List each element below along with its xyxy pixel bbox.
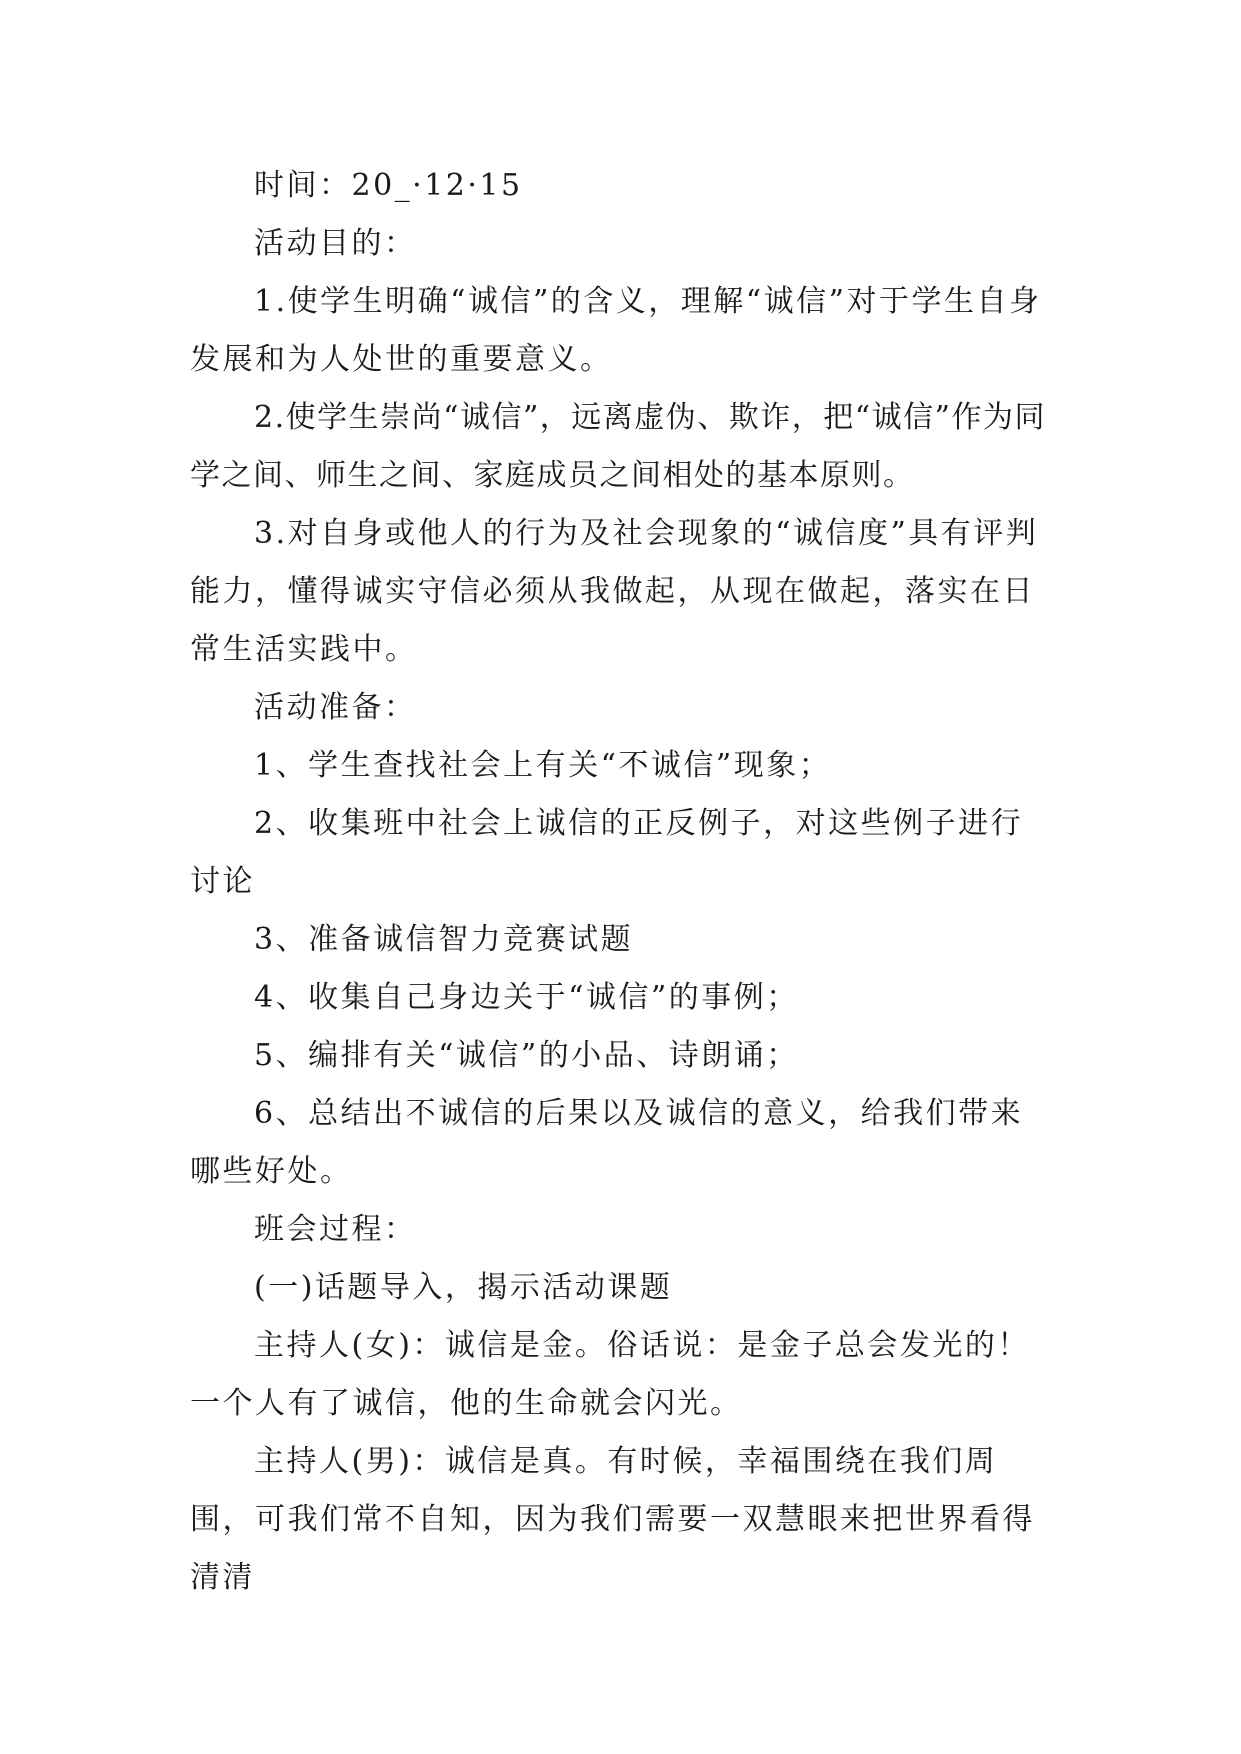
preparation-item-3: 3、准备诚信智力竞赛试题 <box>254 922 634 957</box>
section-heading-preparation: 活动准备： <box>254 690 417 725</box>
preparation-item-4: 4、收集自己身边关于“诚信”的事例； <box>254 980 799 1015</box>
purpose-item-3: 3.对自身或他人的行为及社会现象的“诚信度”具有评判能力，懂得诚实守信必须从我做起，从现在做起，落实在日常生活实践中。 <box>190 516 1039 667</box>
purpose-item-2: 2.使学生崇尚“诚信”，远离虚伪、欺诈，把“诚信”作为同学之间、师生之间、家庭成员之间相处的基本原则。 <box>190 400 1046 493</box>
section-heading-process: 班会过程： <box>254 1212 417 1247</box>
date-line: 时间：20_·12·15 <box>254 168 523 203</box>
preparation-item-5: 5、编排有关“诚信”的小品、诗朗诵； <box>254 1038 799 1073</box>
preparation-item-6: 6、总结出不诚信的后果以及诚信的意义，给我们带来哪些好处。 <box>190 1096 1024 1189</box>
host-male-line: 主持人(男)：诚信是真。有时候，幸福围绕在我们周围，可我们常不自知，因为我们需要一双慧眼来把世界看得清清 <box>190 1444 1035 1595</box>
preparation-item-2: 2、收集班中社会上诚信的正反例子，对这些例子进行讨论 <box>190 806 1024 899</box>
host-female-line: 主持人(女)：诚信是金。俗话说：是金子总会发光的！一个人有了诚信，他的生命就会闪光。 <box>190 1328 1030 1421</box>
document-body <box>190 157 1050 1607</box>
purpose-item-1: 1.使学生明确“诚信”的含义，理解“诚信”对于学生自身发展和为人处世的重要意义。 <box>190 284 1042 377</box>
process-step-1: (一)话题导入，揭示活动课题 <box>254 1270 673 1305</box>
section-heading-purpose: 活动目的： <box>254 226 417 261</box>
preparation-item-1: 1、学生查找社会上有关“不诚信”现象； <box>254 748 832 783</box>
